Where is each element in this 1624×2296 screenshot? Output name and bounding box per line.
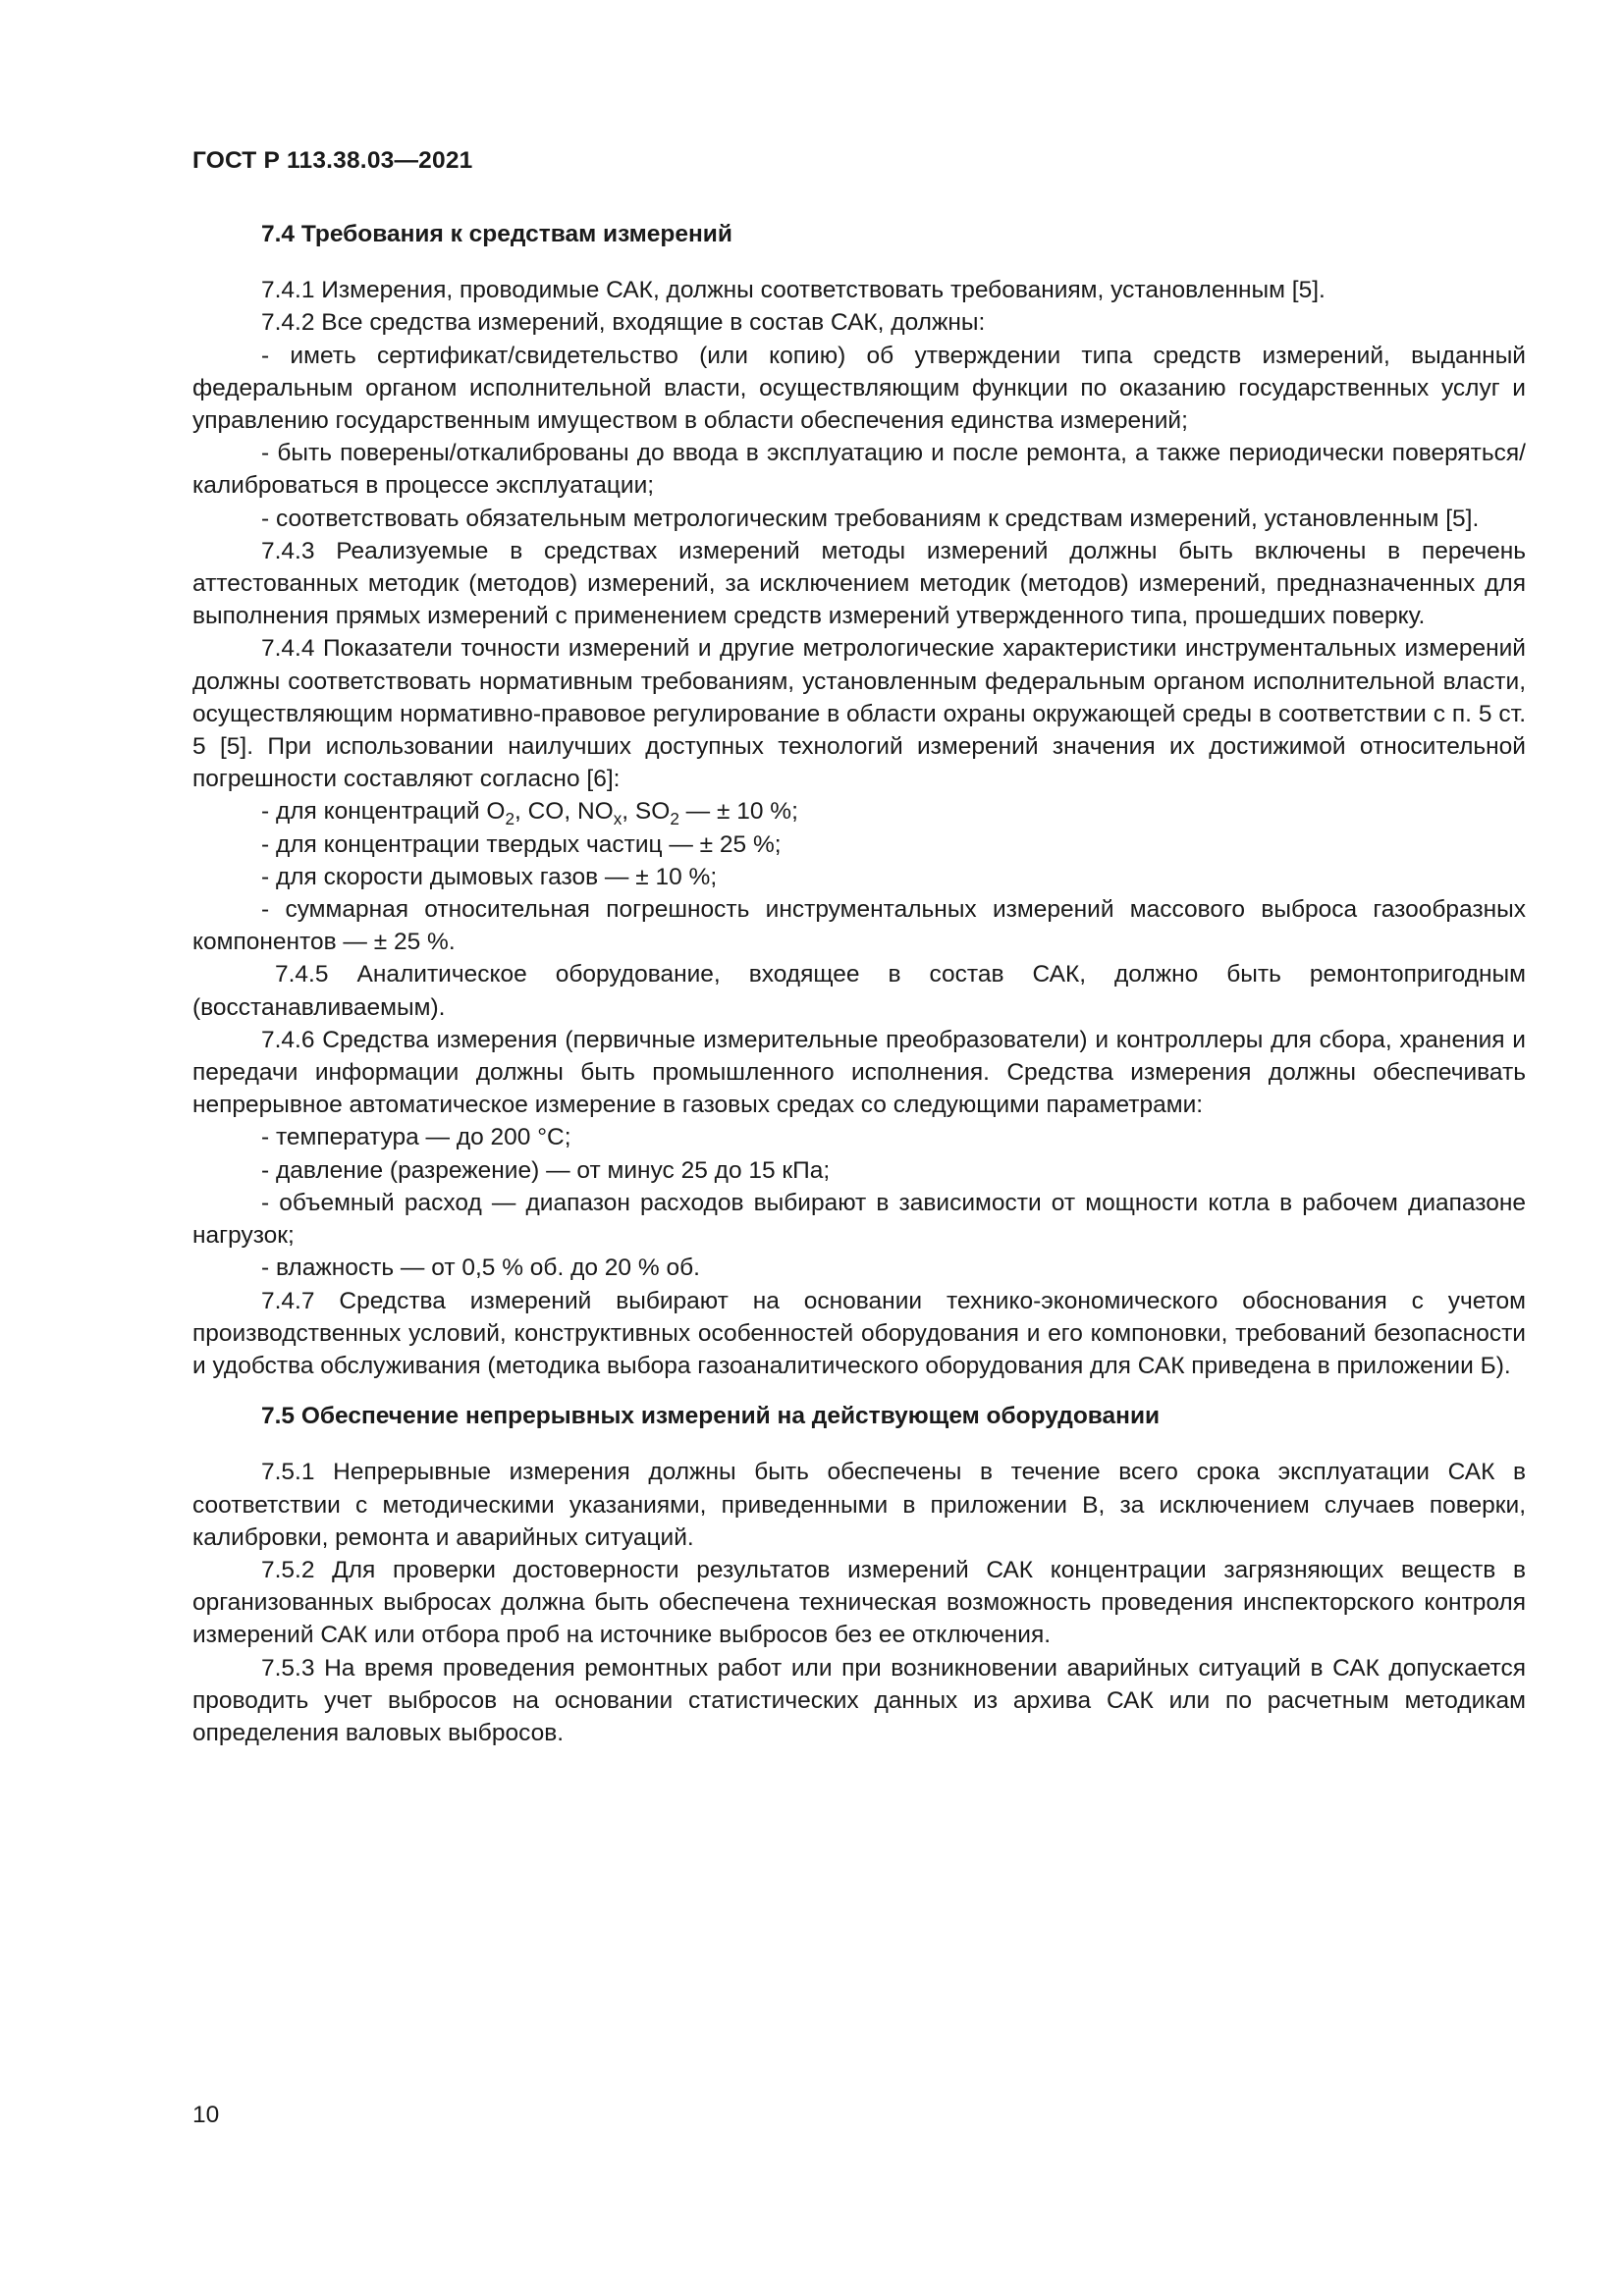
list-item-metrology: - соответствовать обязательным метрологическим требованиям к средствам измерений, установленным [5]. <box>261 505 1480 532</box>
section-title-7-5: 7.5 Обеспечение непрерывных измерений на действующем оборудовании <box>261 1403 1161 1430</box>
list-item-pressure: - давление (разрежение) — от минус 25 до 15 кПа; <box>261 1156 831 1184</box>
paragraph-7-5-3: 7.5.3 На время проведения ремонтных работ или при возникновении аварийных ситуаций в САК допускается проводить учет выбросов на основании статистических данных из архива САК или по расчетным методикам определения валовых выбросов. <box>192 1654 1526 1746</box>
paragraph-7-5-1: 7.5.1 Непрерывные измерения должны быть обеспечены в течение всего срока эксплуатации САК в соответствии с методическими указаниями, приведенными в приложении В, за исключением случаев поверки, калибровки, ремонта и аварийных ситуаций. <box>192 1459 1526 1551</box>
section-title-7-4: 7.4 Требования к средствам измерений <box>261 221 732 247</box>
list-item-certificate: - иметь сертификат/свидетельство (или копию) об утверждении типа средств измерений, выданный федеральным органом исполнительной власти, осуществляющим функции по оказанию государственных услуг и управлению государственным имуществом в области обеспечения единства измерений; <box>192 342 1526 435</box>
list-item-concentrations: - для концентраций $O_2$, CO, $NO_x$, $SO_2$ — ± 10 %; <box>261 798 798 829</box>
paragraph-7-4-2: 7.4.2 Все средства измерений, входящие в состав САК, должны: <box>261 309 986 337</box>
document-header: ГОСТ Р 113.38.03—2021 <box>192 147 473 174</box>
list-item-gas-speed: - для скорости дымовых газов — ± 10 %; <box>261 863 718 890</box>
list-item-total-error: - суммарная относительная погрешность инструментальных измерений массового выброса газообразных компонентов — ± 25 %. <box>192 896 1526 956</box>
paragraph-7-4-7: 7.4.7 Средства измерений выбирают на основании технико-экономического обоснования с учетом производственных условий, конструктивных особенностей оборудования и его компоновки, требований безопасности и удобства обслуживания (методика выбора газоаналитического оборудования для САК приведена в приложении Б). <box>192 1287 1526 1379</box>
paragraph-7-4-5: 7.4.5 Аналитическое оборудование, входящее в состав САК, должно быть ремонтопригодным (восстанавливаемым). <box>192 961 1526 1021</box>
paragraph-7-5-2: 7.5.2 Для проверки достоверности результатов измерений САК концентрации загрязняющих веществ в организованных выбросах должна быть обеспечена техническая возможность проведения инспекторского контроля измерений САК или отбора проб на источнике выбросов без ее отключения. <box>192 1556 1526 1649</box>
list-item-solid-particles: - для концентрации твердых частиц — ± 25 %; <box>261 830 782 858</box>
page-number: 10 <box>192 2102 220 2128</box>
list-item-temperature: - температура — до 200 °С; <box>261 1124 571 1151</box>
paragraph-7-4-3: 7.4.3 Реализуемые в средствах измерений методы измерений должны быть включены в перечень аттестованных методик (методов) измерений, за исключением методик (методов) измерений, предназначенных для выполнения прямых измерений с применением средств измерений утвержденного типа, прошедших поверку. <box>192 537 1526 630</box>
list-item-flow: - объемный расход — диапазон расходов выбирают в зависимости от мощности котла в рабочем диапазоне нагрузок; <box>192 1189 1526 1250</box>
paragraph-7-4-4: 7.4.4 Показатели точности измерений и другие метрологические характеристики инструментальных измерений должны соответствовать нормативным требованиям, установленным федеральным органом исполнительной власти, осуществляющим нормативно-правовое регулирование в области охраны окружающей среды в соответствии с п. 5 ст. 5 [5]. При использовании наилучших доступных технологий измерений значения их достижимой относительной погрешности составляют согласно [6]: <box>192 635 1526 793</box>
paragraph-7-4-6: 7.4.6 Средства измерения (первичные измерительные преобразователи) и контроллеры для сбора, хранения и передачи информации должны быть промышленного исполнения. Средства измерения должны обеспечивать непрерывное автоматическое измерение в газовых средах со следующими параметрами: <box>192 1026 1526 1119</box>
list-item-humidity: - влажность — от 0,5 % об. до 20 % об. <box>261 1255 700 1282</box>
paragraph-7-4-1: 7.4.1 Измерения, проводимые САК, должны соответствовать требованиям, установленным [5]. <box>261 277 1326 304</box>
page-body <box>192 218 1526 1749</box>
list-item-verification: - быть поверены/откалиброваны до ввода в эксплуатацию и после ремонта, а также периодически поверяться/калиброваться в процессе эксплуатации; <box>192 440 1526 500</box>
